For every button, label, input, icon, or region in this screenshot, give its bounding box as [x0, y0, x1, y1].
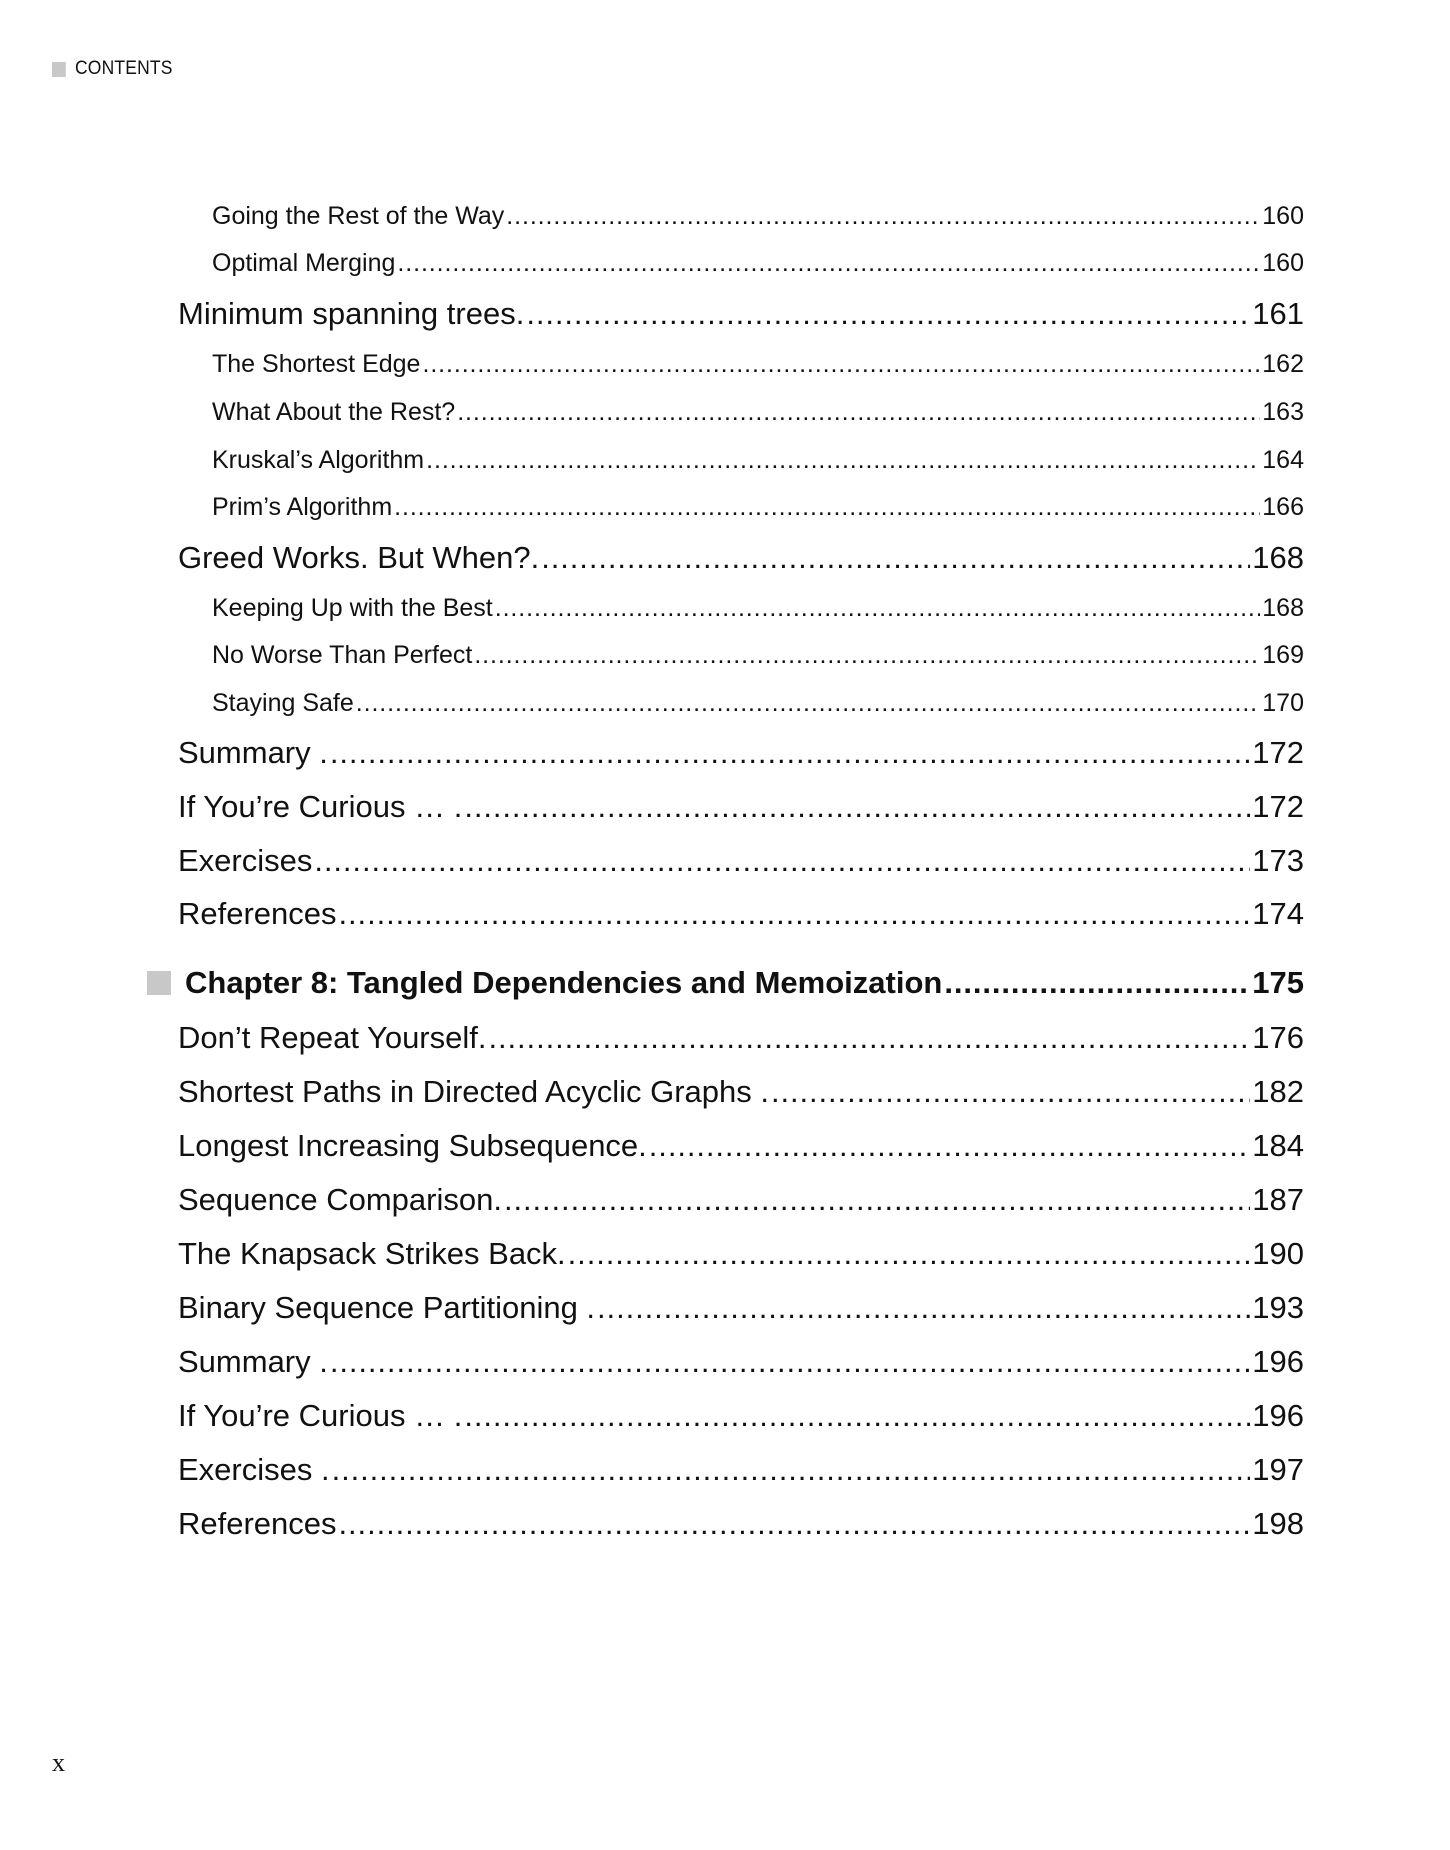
- toc-entry-page: 162: [1262, 350, 1304, 378]
- page-number: x: [52, 1748, 65, 1777]
- toc-entry-knapsack-strikes-back: [178, 1235, 1304, 1273]
- dot-leader: [332, 1451, 1251, 1489]
- toc-entry-page: 160: [1262, 202, 1304, 230]
- toc-entry-label: No Worse Than Perfect: [212, 641, 473, 669]
- dot-leader: [504, 1181, 1250, 1219]
- toc-entry-page: 184: [1252, 1128, 1304, 1163]
- toc-entry-exercises: [178, 842, 1304, 880]
- running-head-text: CONTENTS: [75, 58, 173, 79]
- toc-entry-label: Summary .: [178, 735, 328, 770]
- dot-leader: [541, 539, 1250, 577]
- toc-entry-label: References: [178, 896, 337, 931]
- toc-entry-label: Shortest Paths in Directed Acyclic Graphs .: [178, 1074, 769, 1109]
- dot-leader: [330, 734, 1250, 772]
- toc-entry-page: 190: [1252, 1236, 1304, 1271]
- toc-entry-page: 176: [1252, 1020, 1304, 1055]
- toc-entry-label: Exercises .: [178, 1452, 330, 1487]
- dot-leader: [426, 445, 1260, 475]
- toc-entry-summary: [178, 734, 1304, 772]
- toc-entry-greed-works-but-when: [178, 539, 1304, 577]
- toc-entry-page: 170: [1262, 689, 1304, 717]
- dot-leader: [489, 1019, 1251, 1057]
- toc-entry-references: [178, 895, 1304, 933]
- toc-entry-label: Summary .: [178, 1344, 328, 1379]
- toc-entry-chapter-8: [147, 964, 1304, 1002]
- toc-entry-staying-safe: [212, 688, 1304, 718]
- toc-entry-label: Kruskal’s Algorithm: [212, 446, 425, 474]
- dot-leader: [422, 349, 1260, 379]
- toc-entry-shortest-paths-in-dags: [178, 1073, 1304, 1111]
- toc-entry-if-youre-curious: [178, 788, 1304, 826]
- toc-entry-page: 196: [1252, 1344, 1304, 1379]
- dot-leader: [944, 964, 1250, 1002]
- toc-entry-no-worse-than-perfect: [212, 640, 1304, 670]
- toc-entry-page: 196: [1252, 1398, 1304, 1433]
- toc-entry-what-about-the-rest: [212, 397, 1304, 427]
- toc-entry-label: If You’re Curious … .: [178, 1398, 463, 1433]
- dot-leader: [394, 492, 1260, 522]
- toc-entry-label: References: [178, 1506, 337, 1541]
- dot-leader: [474, 640, 1260, 670]
- toc-entry-the-shortest-edge: [212, 349, 1304, 379]
- toc-entry-label: Exercises: [178, 843, 313, 878]
- toc-entry-page: 187: [1252, 1182, 1304, 1217]
- toc-entry-label: Prim’s Algorithm: [212, 493, 393, 521]
- toc-entry-page: 166: [1262, 493, 1304, 521]
- toc-entry-label: Chapter 8: Tangled Dependencies and Memoization: [185, 965, 943, 1000]
- toc-entry-page: 197: [1252, 1452, 1304, 1487]
- toc-entry-exercises-2: [178, 1451, 1304, 1489]
- toc-entry-page: 193: [1252, 1290, 1304, 1325]
- dot-leader: [597, 1289, 1250, 1327]
- toc-entry-label: Binary Sequence Partitioning .: [178, 1290, 596, 1325]
- toc-entry-page: 198: [1252, 1506, 1304, 1541]
- toc-entry-label: Going the Rest of the Way: [212, 202, 505, 230]
- dot-leader: [464, 788, 1250, 826]
- toc-entry-page: 172: [1252, 735, 1304, 770]
- toc-entry-page: 160: [1262, 249, 1304, 277]
- toc-entry-label: Keeping Up with the Best: [212, 594, 493, 622]
- toc-entry-label: The Knapsack Strikes Back.: [178, 1236, 566, 1271]
- dot-leader: [397, 248, 1260, 278]
- toc-entry-prims-algorithm: [212, 492, 1304, 522]
- toc-entry-label: If You’re Curious … .: [178, 789, 463, 824]
- dot-leader: [649, 1127, 1250, 1165]
- toc-entry-label: Minimum spanning trees.: [178, 296, 525, 331]
- dot-leader: [339, 1505, 1251, 1543]
- chapter-square-marker: [147, 971, 171, 995]
- toc-entry-optimal-merging: [212, 248, 1304, 278]
- toc-entry-kruskals-algorithm: [212, 445, 1304, 475]
- dot-leader: [771, 1073, 1250, 1111]
- toc-entry-label: Optimal Merging: [212, 249, 396, 277]
- dot-leader: [464, 1397, 1250, 1435]
- toc-entry-label: Greed Works. But When?.: [178, 540, 540, 575]
- dot-leader: [526, 295, 1250, 333]
- toc-entry-page: 168: [1252, 540, 1304, 575]
- toc-entry-summary-2: [178, 1343, 1304, 1381]
- toc-entry-binary-sequence-partitioning: [178, 1289, 1304, 1327]
- toc-entry-references-2: [178, 1505, 1304, 1543]
- toc-entry-label: Longest Increasing Subsequence.: [178, 1128, 647, 1163]
- toc-entry-page: 174: [1252, 896, 1304, 931]
- toc-entry-page: 175: [1252, 965, 1304, 1000]
- toc-entry-label: Sequence Comparison.: [178, 1182, 502, 1217]
- toc-entry-going-the-rest-of-the-way: [212, 201, 1304, 231]
- toc-entry-label: What About the Rest?: [212, 398, 456, 426]
- toc-entry-longest-increasing-subsequence: [178, 1127, 1304, 1165]
- dot-leader: [356, 688, 1261, 718]
- toc-entry-dont-repeat-yourself: [178, 1019, 1304, 1057]
- toc-entry-label: Don’t Repeat Yourself.: [178, 1020, 487, 1055]
- toc-entry-page: 173: [1252, 843, 1304, 878]
- toc-entry-keeping-up-with-the-best: [212, 593, 1304, 623]
- dot-leader: [568, 1235, 1251, 1273]
- dot-leader: [330, 1343, 1250, 1381]
- toc-entry-page: 169: [1262, 641, 1304, 669]
- toc-entry-page: 164: [1262, 446, 1304, 474]
- toc-entry-if-youre-curious-2: [178, 1397, 1304, 1435]
- toc-entry-label: The Shortest Edge: [212, 350, 421, 378]
- toc-entry-page: 161: [1252, 296, 1304, 331]
- toc-entry-page: 168: [1262, 594, 1304, 622]
- dot-leader: [457, 397, 1260, 427]
- toc-entry-sequence-comparison: [178, 1181, 1304, 1219]
- toc-entry-minimum-spanning-trees: [178, 295, 1304, 333]
- dot-leader: [495, 593, 1261, 623]
- toc-entry-page: 182: [1252, 1074, 1304, 1109]
- toc-entry-page: 163: [1262, 398, 1304, 426]
- dot-leader: [339, 895, 1251, 933]
- dot-leader: [506, 201, 1260, 231]
- toc-entry-page: 172: [1252, 789, 1304, 824]
- dot-leader: [314, 842, 1250, 880]
- toc-entry-label: Staying Safe: [212, 689, 354, 717]
